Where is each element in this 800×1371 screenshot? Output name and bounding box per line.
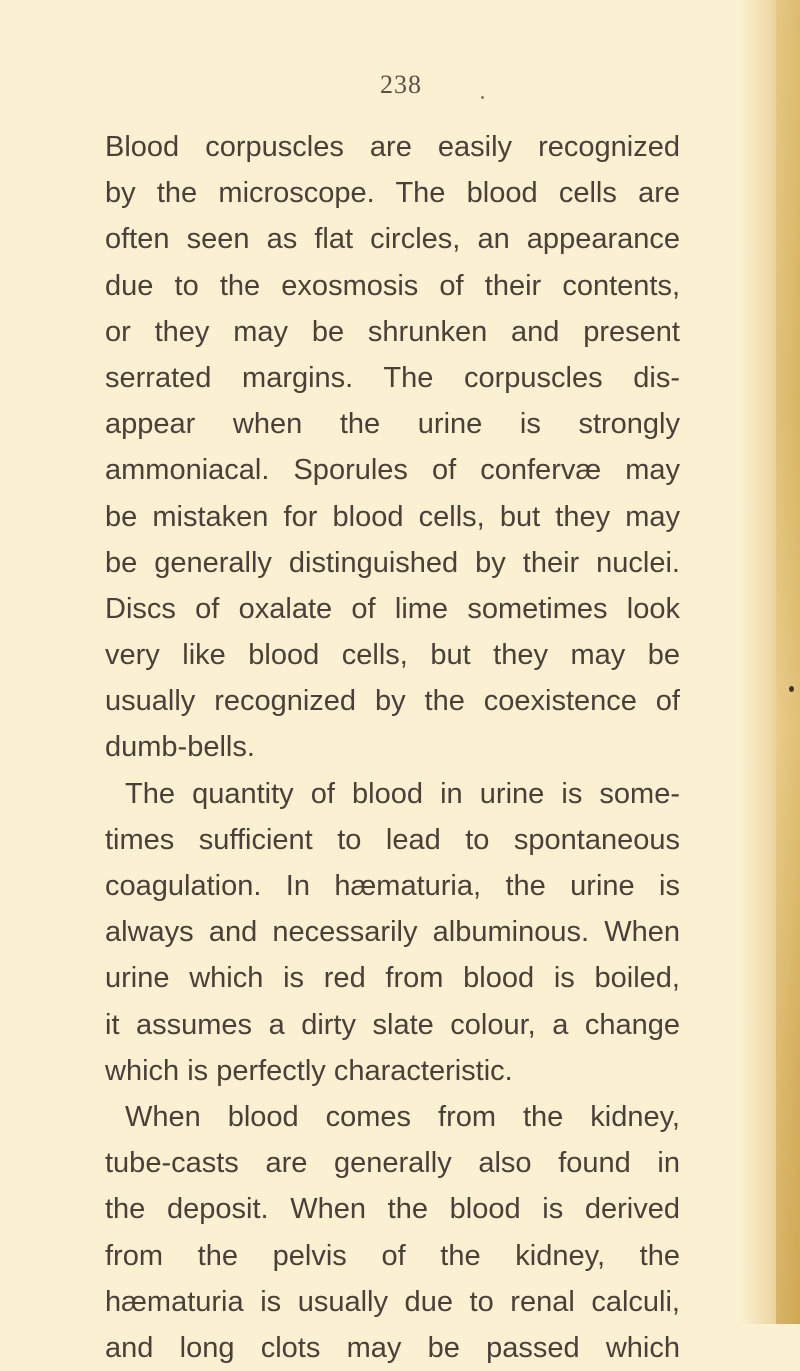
speck-mark <box>481 96 484 99</box>
text-line-13: usually recognized by the coexistence of <box>105 685 680 718</box>
text-line-27: and long clots may be passed which <box>105 1331 680 1364</box>
text-line-20: it assumes a dirty slate colour, a change <box>105 1008 680 1041</box>
text-line-3: often seen as flat circles, an appearance <box>105 223 680 256</box>
text-line-1: Blood corpuscles are easily recognized <box>105 131 680 163</box>
text-line-16: times sufficient to lead to spontaneous <box>105 823 680 856</box>
text-line-4: due to the exosmosis of their contents, <box>105 269 680 302</box>
text-line-7: appear when the urine is strongly <box>105 408 680 441</box>
text-line-19: urine which is red from blood is boiled, <box>105 962 680 995</box>
text-line-25: from the pelvis of the kidney, the <box>105 1239 680 1272</box>
text-line-22: When blood comes from the kidney, <box>125 1100 680 1133</box>
text-line-8: ammoniacal. Sporules of confervæ may <box>105 454 680 487</box>
text-line-17: coagulation. In hæmaturia, the urine is <box>105 870 680 902</box>
text-line-12: very like blood cells, but they may be <box>105 639 680 672</box>
text-line-23: tube-casts are generally also found in <box>105 1147 680 1180</box>
text-line-11: Discs of oxalate of lime sometimes look <box>105 592 680 625</box>
text-line-2: by the microscope. The blood cells are <box>105 177 680 210</box>
text-line-14: dumb-bells. <box>105 731 255 764</box>
page-edge-stain <box>776 0 800 1324</box>
page-body-text <box>105 124 680 1371</box>
text-line-26: hæmaturia is usually due to renal calculi, <box>105 1285 680 1318</box>
text-line-15: The quantity of blood in urine is some- <box>125 777 680 810</box>
text-line-5: or they may be shrunken and present <box>105 315 680 348</box>
text-line-24: the deposit. When the blood is derived <box>105 1193 680 1226</box>
text-line-21: which is perfectly characteristic. <box>105 1054 513 1087</box>
text-line-10: be generally distinguished by their nuclei. <box>105 546 680 579</box>
page-number: 238 <box>380 70 422 99</box>
text-line-9: be mistaken for blood cells, but they may <box>105 500 680 533</box>
text-line-18: always and necessarily albuminous. When <box>105 916 680 949</box>
margin-dot-mark <box>789 686 794 692</box>
text-line-6: serrated margins. The corpuscles dis- <box>105 361 680 394</box>
